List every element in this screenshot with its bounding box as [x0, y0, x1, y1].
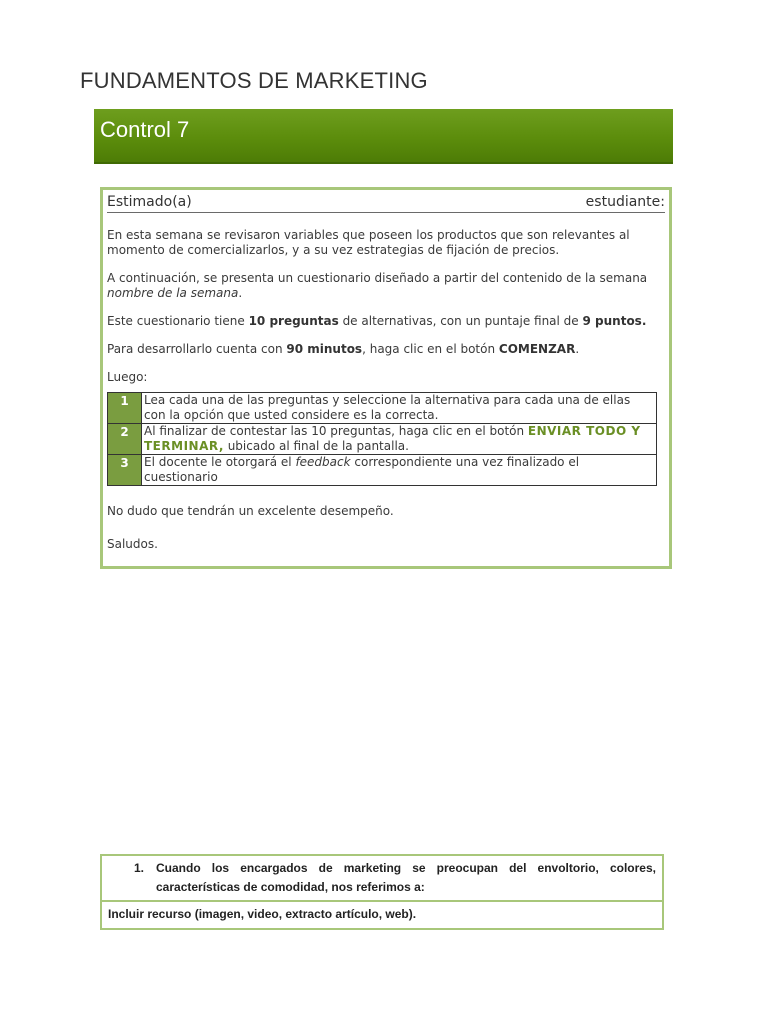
question-text: Cuando los encargados de marketing se preocupan del envoltorio, colores, características de comodidad, nos referimos a:: [156, 861, 656, 894]
step-text: Lea cada una de las preguntas y seleccione la alternativa para cada una de ellas con la opción que usted considere es la correcta.: [142, 393, 657, 424]
paragraph-then: Luego:: [107, 370, 148, 384]
step-text: Al finalizar de contestar las 10 preguntas, haga clic en el botón ENVIAR TODO Y TERMINAR, ubicado al final de la pantalla.: [142, 424, 657, 455]
banner-title: Control 7: [100, 117, 190, 142]
paragraph-good-luck: No dudo que tendrán un excelente desempeño.: [107, 504, 394, 518]
step-number: 1: [108, 393, 142, 424]
step-number: 2: [108, 424, 142, 455]
step-number: 3: [108, 455, 142, 486]
instructions-box: [100, 187, 672, 569]
step-text: El docente le otorgará el feedback correspondiente una vez finalizado el cuestionario: [142, 455, 657, 486]
paragraph-questionnaire-intro: A continuación, se presenta un cuestionario diseñado a partir del contenido de la semana nombre de la semana.: [107, 271, 648, 300]
step-row: [108, 455, 657, 486]
greeting-right: estudiante:: [585, 194, 665, 210]
steps-table: [107, 392, 657, 486]
question-box: [100, 854, 664, 930]
paragraph-time-limit: Para desarrollarlo cuenta con 90 minutos, haga clic en el botón COMENZAR.: [107, 342, 580, 356]
question-number: 1.: [134, 861, 145, 875]
greeting-left: Estimado(a): [107, 194, 192, 210]
paragraph-week-summary: En esta semana se revisaron variables que poseen los productos que son relevantes al momento de comercializarlos, y a su vez estrategias de fijación de precios.: [107, 228, 630, 257]
step-row: [108, 424, 657, 455]
paragraph-regards: Saludos.: [107, 537, 158, 551]
greeting-line: [107, 193, 665, 213]
week-name-placeholder: nombre de la semana: [107, 286, 239, 300]
control-banner: [94, 109, 673, 164]
resource-row: Incluir recurso (imagen, video, extracto artículo, web).: [108, 907, 417, 921]
enviar-button-reference: ENVIAR TODO Y TERMINAR,: [144, 424, 641, 453]
step-row: [108, 393, 657, 424]
paragraph-question-count: Este cuestionario tiene 10 preguntas de alternativas, con un puntaje final de 9 puntos.: [107, 314, 647, 328]
document-title: FUNDAMENTOS DE MARKETING: [80, 68, 428, 93]
question-row: [102, 856, 662, 902]
